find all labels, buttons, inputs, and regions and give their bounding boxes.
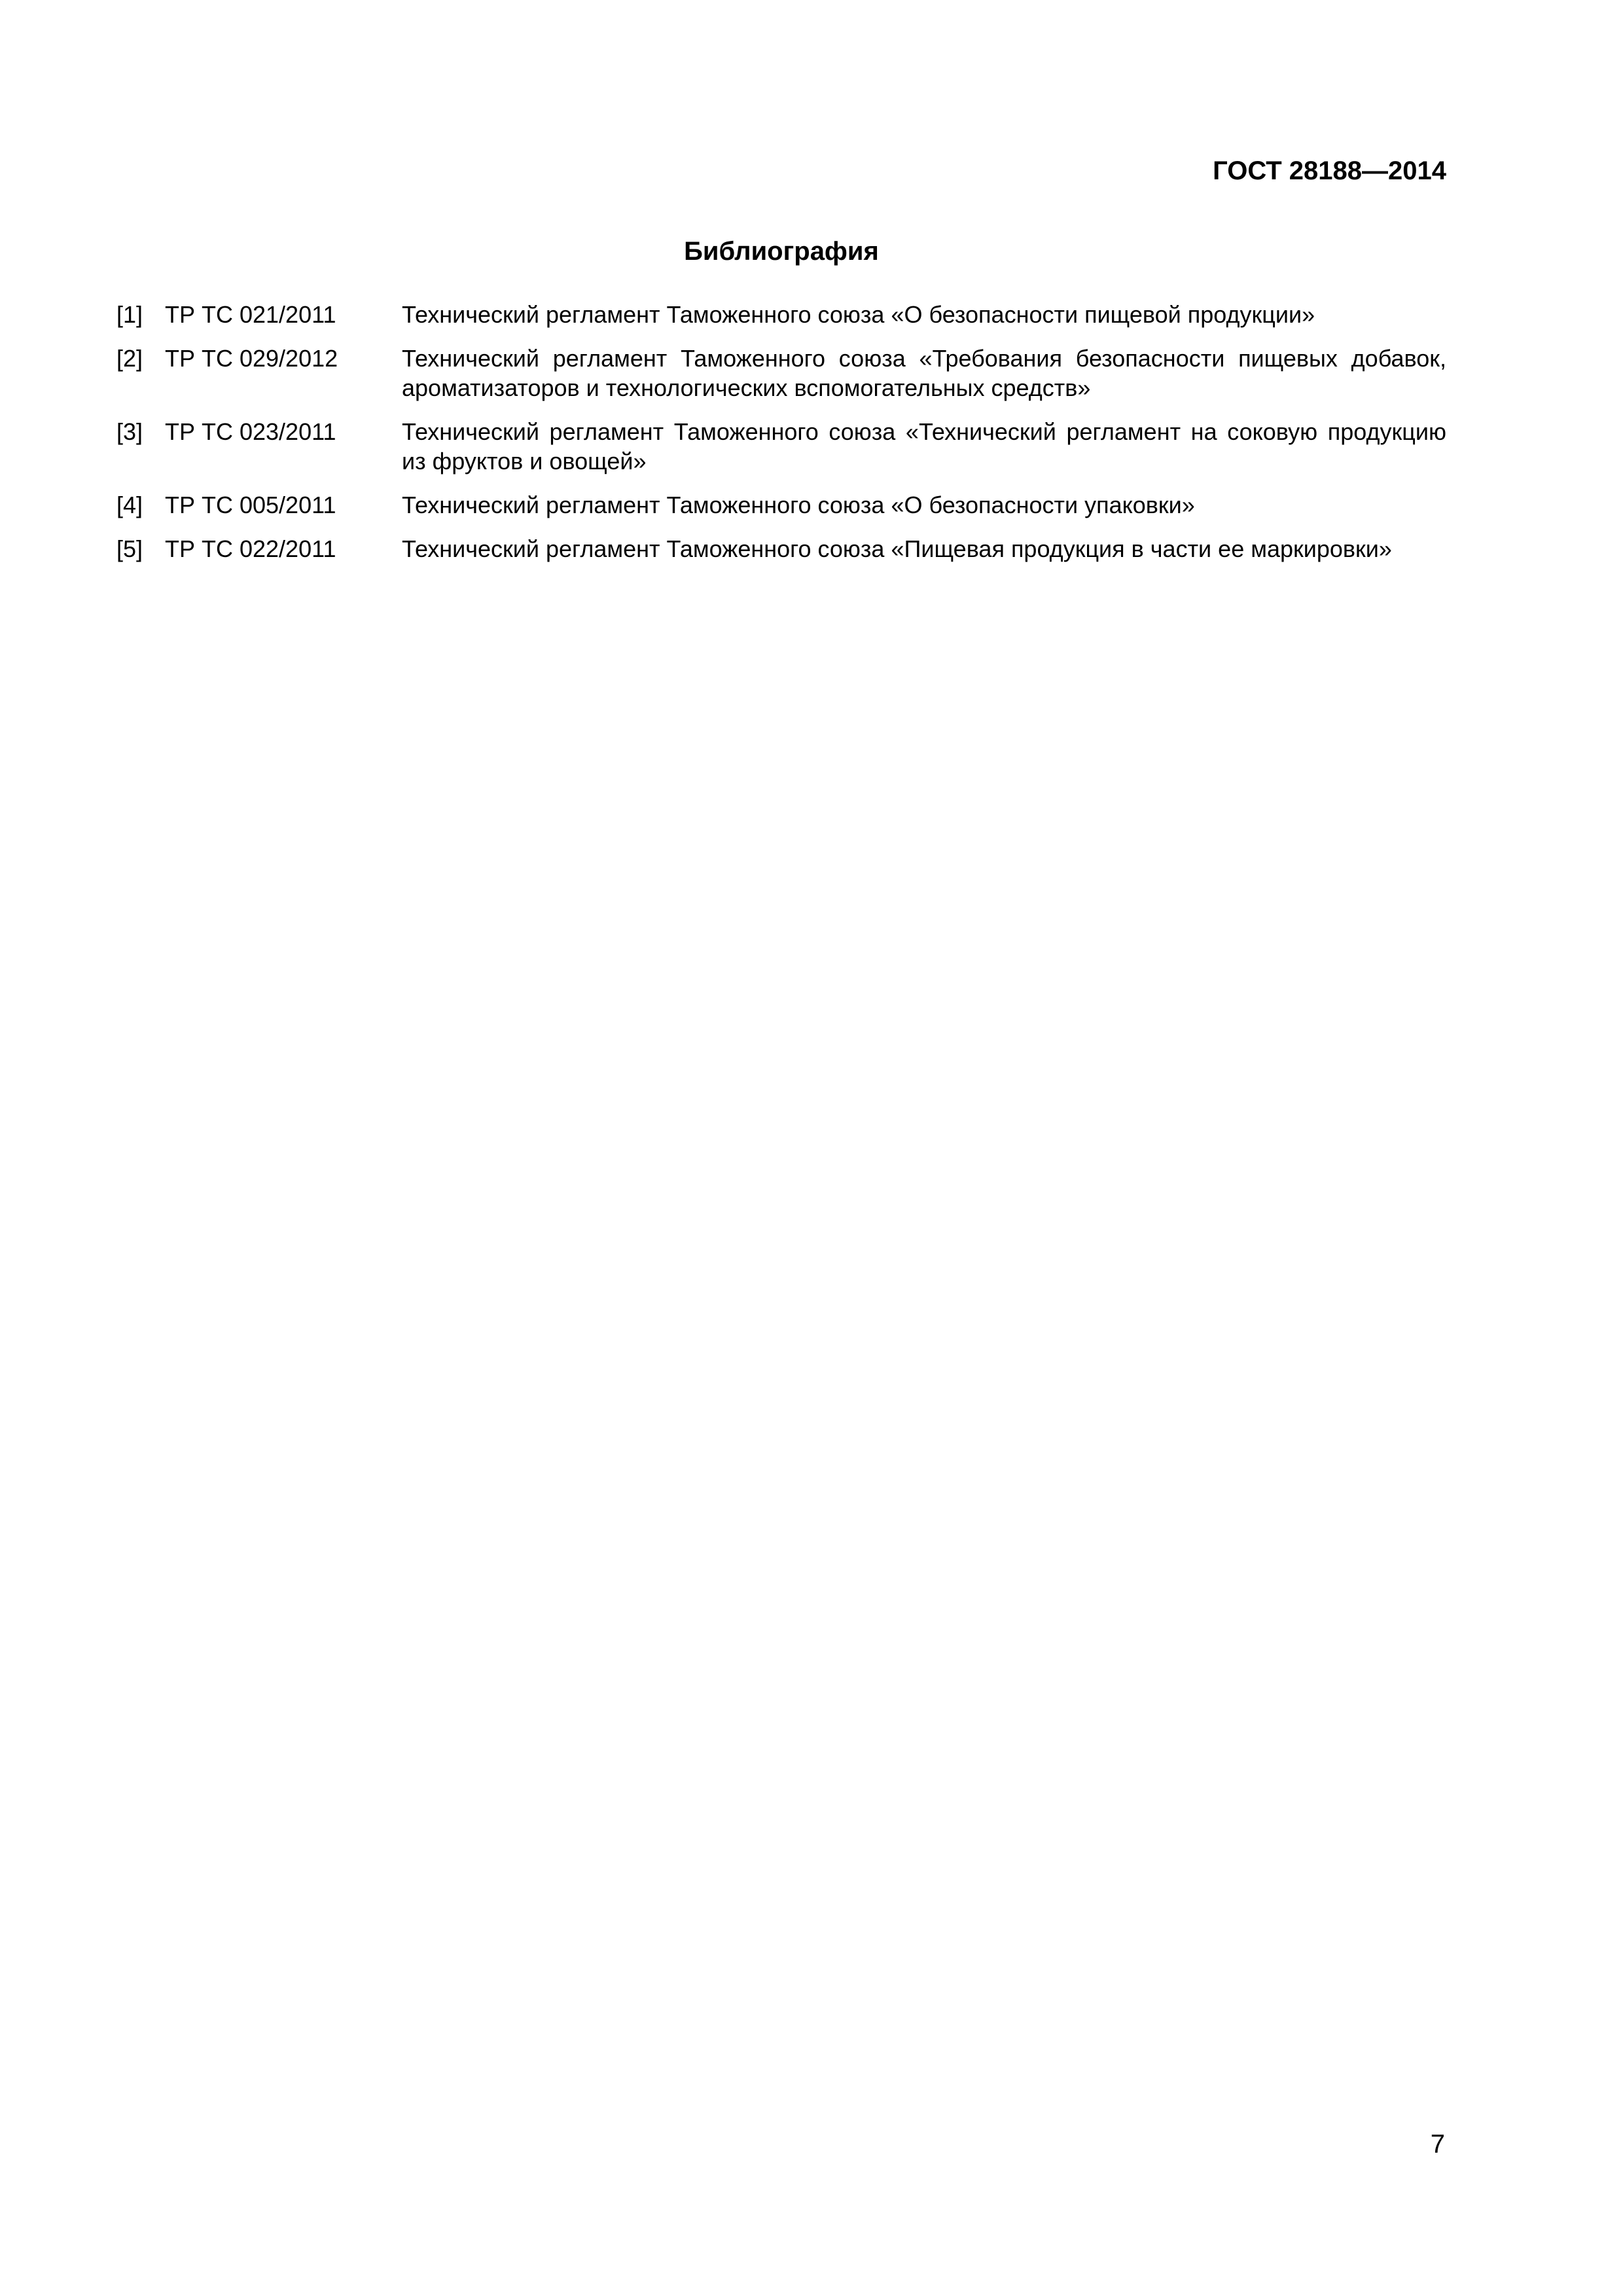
entry-number: [2] (116, 345, 143, 372)
entry-title: Технический регламент Таможенного союза «О безопасности упаковки» (402, 492, 1195, 518)
entry-number: [3] (116, 418, 143, 445)
entry-code: ТР ТС 005/2011 (165, 492, 336, 518)
document-code: ГОСТ 28188—2014 (1213, 156, 1446, 185)
entry-title: Технический регламент Таможенного союза «О безопасности пищевой продукции» (402, 301, 1315, 328)
entry-code: ТР ТС 021/2011 (165, 301, 336, 328)
entry-number: [5] (116, 535, 143, 562)
bibliography-entry (116, 417, 1446, 476)
bibliography-entry (116, 490, 1446, 520)
bibliography-entry (116, 300, 1446, 329)
bibliography-entry (116, 534, 1446, 564)
bibliography-entry (116, 344, 1446, 403)
entry-title: Технический регламент Таможенного союза «Пищевая продукция в части ее маркировки» (402, 535, 1392, 562)
section-title: Библиография (684, 237, 879, 266)
entry-number: [1] (116, 301, 143, 328)
entry-code: ТР ТС 023/2011 (165, 418, 336, 445)
entry-number: [4] (116, 492, 143, 518)
entry-title: Технический регламент Таможенного союза «Требования безопасности пищевых добавок, ароматизаторов и технологических вспомогательных средств» (402, 345, 1446, 401)
entry-title: Технический регламент Таможенного союза «Технический регламент на соковую продукцию из фруктов и овощей» (402, 418, 1446, 475)
page-number: 7 (1430, 2130, 1445, 2159)
bibliography-list (116, 300, 1446, 578)
entry-code: ТР ТС 029/2012 (165, 345, 338, 372)
entry-code: ТР ТС 022/2011 (165, 535, 336, 562)
